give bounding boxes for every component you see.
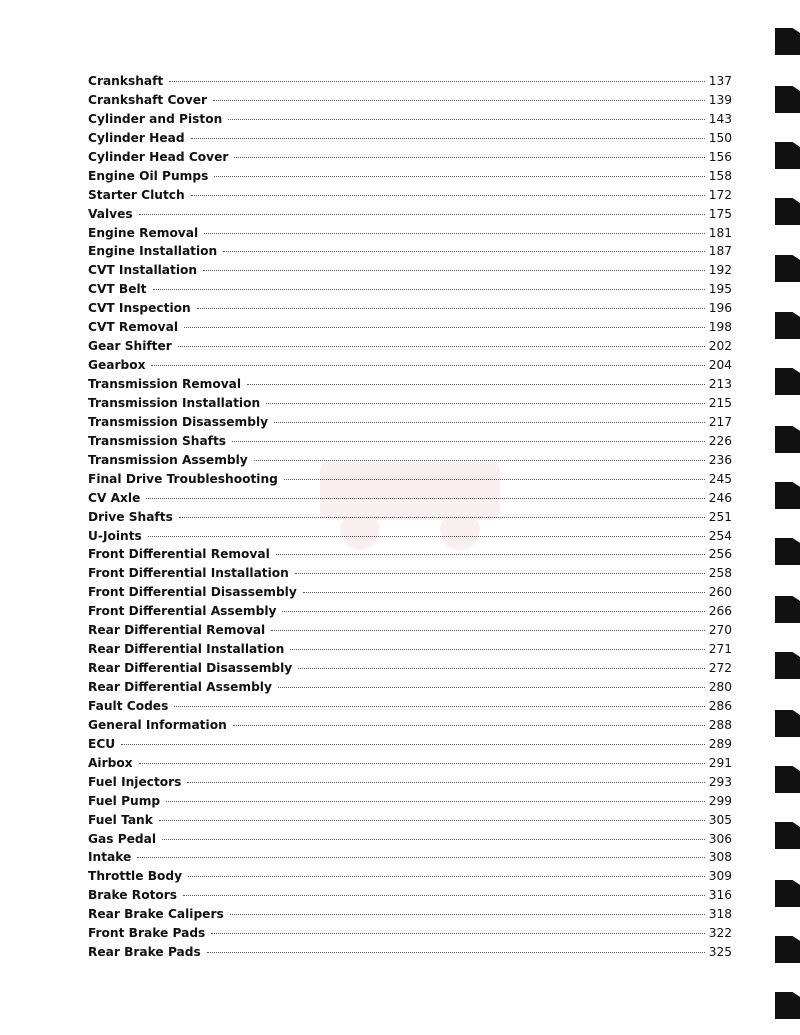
toc-entry-title: General Information [88,717,227,732]
toc-entry-page-number: 158 [708,168,732,183]
toc-entry-title: Brake Rotors [88,888,178,903]
toc-entry[interactable] [88,110,732,129]
toc-entry-page-number: 318 [708,907,732,922]
toc-entry-title: Fuel Tank [88,812,153,827]
toc-entry-page-number: 280 [708,680,732,694]
dot-leader [166,801,705,802]
toc-entry-title: Drive Shafts [88,509,173,524]
toc-entry[interactable] [88,564,732,583]
toc-entry-title: Transmission Assembly [88,452,248,467]
toc-entry[interactable] [88,754,732,773]
section-tab [775,652,800,679]
toc-entry-title: U-Joints [88,528,142,543]
toc-entry[interactable] [88,640,732,659]
toc-entry-title: Valves [88,206,133,221]
section-tab [775,86,800,113]
section-index-tabs [775,0,800,1035]
toc-entry[interactable] [88,413,732,432]
section-tab [775,992,800,1019]
dot-leader [247,384,705,385]
dot-leader [179,517,705,518]
toc-entry-title: CV Axle [88,490,141,505]
toc-entry-page-number: 143 [708,111,732,126]
section-tab [775,28,800,55]
dot-leader [228,119,704,120]
dot-leader [278,687,705,688]
toc-entry-title: Cylinder Head [88,130,185,145]
toc-entry[interactable] [88,508,732,527]
dot-leader [203,270,705,271]
toc-entry[interactable] [88,621,732,640]
toc-entry-page-number: 196 [708,301,732,316]
toc-entry[interactable] [88,167,732,186]
dot-leader [178,346,705,347]
dot-leader [266,403,705,404]
toc-entry-page-number: 172 [708,187,732,202]
dot-leader [187,782,704,783]
dot-leader [139,214,705,215]
dot-leader [169,81,704,82]
dot-leader [211,933,704,934]
toc-entry[interactable] [88,811,732,830]
toc-entry-page-number: 251 [708,509,732,524]
toc-entry-title: Throttle Body [88,869,183,884]
dot-leader [188,876,705,877]
toc-entry-title: Starter Clutch [88,187,185,202]
toc-entry[interactable] [88,735,732,754]
toc-entry[interactable] [88,678,732,697]
toc-entry-title: Engine Removal [88,225,199,240]
toc-entry[interactable] [88,432,732,451]
toc-entry-page-number: 272 [708,661,732,676]
dot-leader [274,422,705,423]
toc-entry[interactable] [88,337,732,356]
section-tab [775,142,800,169]
dot-leader [234,157,704,158]
section-tab [775,426,800,453]
toc-entry[interactable] [88,451,732,470]
toc-entry-title: Cylinder Head Cover [88,149,229,164]
toc-entry[interactable] [88,242,732,261]
toc-entry-title: CVT Removal [88,320,179,335]
toc-entry-page-number: 217 [708,414,732,429]
dot-leader [298,668,704,669]
toc-entry-title: Front Differential Assembly [88,604,277,619]
toc-entry[interactable] [88,489,732,508]
toc-entry[interactable] [88,527,732,546]
toc-entry-page-number: 271 [708,642,732,657]
dot-leader [204,233,705,234]
dot-leader [295,573,705,574]
toc-entry[interactable] [88,394,732,413]
dot-leader [284,479,705,480]
toc-entry-title: CVT Belt [88,282,147,297]
dot-leader [162,839,705,840]
toc-entry-page-number: 270 [708,623,732,638]
toc-entry-title: Gear Shifter [88,339,172,354]
toc-entry-title: Intake [88,850,132,865]
toc-entry-title: Crankshaft [88,74,164,88]
toc-entry-title: Transmission Removal [88,377,242,391]
toc-entry-title: Fuel Injectors [88,774,182,789]
toc-entry-page-number: 258 [708,566,732,581]
toc-entry[interactable] [88,205,732,224]
toc-entry-page-number: 291 [708,755,732,770]
toc-entry-title: Transmission Installation [88,395,261,410]
toc-entry-page-number: 305 [708,812,732,827]
toc-entry-page-number: 289 [708,736,732,751]
toc-entry[interactable] [88,792,732,811]
toc-entry-page-number: 260 [708,585,732,600]
dot-leader [184,327,705,328]
toc-entry-page-number: 256 [708,547,732,562]
toc-entry[interactable] [88,848,732,867]
toc-entry-page-number: 306 [708,831,732,846]
toc-entry-page-number: 299 [708,793,732,808]
dot-leader [233,725,705,726]
toc-entry-page-number: 286 [708,698,732,713]
section-tab [775,936,800,963]
toc-entry[interactable] [88,602,732,621]
toc-entry[interactable] [88,186,732,205]
toc-entry-title: Transmission Shafts [88,433,227,448]
toc-entry-page-number: 245 [708,471,732,486]
section-tab [775,880,800,907]
toc-entry-title: Front Differential Removal [88,547,270,562]
dot-leader [191,195,705,196]
toc-entry[interactable] [88,318,732,337]
toc-entry-page-number: 202 [708,339,732,354]
dot-leader [276,554,705,555]
section-tab [775,822,800,849]
toc-entry[interactable] [88,261,732,280]
toc-entry-title: Front Differential Installation [88,566,289,581]
dot-leader [137,857,704,858]
toc-entry[interactable] [88,224,732,243]
toc-entry-page-number: 181 [708,225,732,240]
toc-entry-title: Fault Codes [88,698,169,713]
toc-entry-page-number: 204 [708,358,732,373]
section-tab [775,255,800,282]
toc-entry-page-number: 236 [708,452,732,467]
dot-leader [271,630,705,631]
toc-entry-title: Front Brake Pads [88,926,206,941]
dot-leader [214,176,704,177]
toc-entry-page-number: 226 [708,433,732,448]
toc-entry-title: Engine Installation [88,244,218,259]
dot-leader [159,820,705,821]
toc-entry-page-number: 175 [708,206,732,221]
toc-entry-page-number: 309 [708,869,732,884]
toc-entry-title: Rear Differential Installation [88,642,285,657]
toc-entry-page-number: 325 [708,945,732,960]
toc-entry-page-number: 322 [708,926,732,941]
toc-entry-page-number: 195 [708,282,732,297]
section-tab [775,482,800,509]
section-tab [775,198,800,225]
toc-entry-page-number: 246 [708,490,732,505]
section-tab [775,766,800,793]
toc-entry-page-number: 187 [708,244,732,259]
dot-leader [139,763,705,764]
toc-entry-page-number: 137 [708,74,732,88]
toc-entry[interactable] [88,375,732,394]
toc-entry[interactable] [88,886,732,905]
dot-leader [290,649,704,650]
toc-entry[interactable] [88,129,732,148]
dot-leader [174,706,704,707]
dot-leader [254,460,705,461]
toc-entry-title: Fuel Pump [88,793,161,808]
toc-entry-title: Rear Brake Pads [88,945,201,960]
toc-entry[interactable] [88,867,732,886]
toc-entry-title: Cylinder and Piston [88,111,223,126]
toc-entry-title: Rear Differential Disassembly [88,661,293,676]
toc-entry-page-number: 254 [708,528,732,543]
dot-leader [121,744,705,745]
dot-leader [191,138,705,139]
section-tab [775,596,800,623]
toc-entry-title: Rear Differential Removal [88,623,266,638]
toc-entry-title: Engine Oil Pumps [88,168,209,183]
section-tab [775,710,800,737]
toc-entry-title: Transmission Disassembly [88,414,269,429]
toc-entry-page-number: 288 [708,717,732,732]
toc-entry[interactable] [88,659,732,678]
toc-entry-title: Rear Brake Calipers [88,907,224,922]
toc-entry[interactable] [88,924,732,943]
toc-entry-page-number: 316 [708,888,732,903]
toc-entry[interactable] [88,72,732,91]
toc-entry[interactable] [88,905,732,924]
toc-entry[interactable] [88,697,732,716]
dot-leader [183,895,705,896]
toc-entry-page-number: 198 [708,320,732,335]
section-tab [775,538,800,565]
toc-entry[interactable] [88,583,732,602]
toc-entry[interactable] [88,148,732,167]
toc-entry[interactable] [88,773,732,792]
toc-entry[interactable] [88,943,732,962]
toc-entry-title: Rear Differential Assembly [88,680,272,694]
toc-entry[interactable] [88,280,732,299]
dot-leader [223,251,704,252]
toc-entry-title: Crankshaft Cover [88,92,208,107]
toc-entry-page-number: 213 [708,377,732,391]
toc-entry-title: Airbox [88,755,133,770]
dot-leader [207,952,705,953]
toc-entry-page-number: 192 [708,263,732,278]
section-tab [775,368,800,395]
toc-entry[interactable] [88,299,732,318]
toc-entry-page-number: 308 [708,850,732,865]
dot-leader [148,536,705,537]
toc-entry-title: Gearbox [88,358,146,373]
toc-entry-page-number: 150 [708,130,732,145]
dot-leader [151,365,704,366]
dot-leader [146,498,704,499]
toc-entry[interactable] [88,830,732,849]
toc-entry-page-number: 139 [708,92,732,107]
toc-entry-page-number: 215 [708,395,732,410]
dot-leader [232,441,705,442]
toc-entry[interactable] [88,716,732,735]
toc-entry-title: Front Differential Disassembly [88,585,297,600]
dot-leader [230,914,705,915]
toc-entry-title: CVT Installation [88,263,198,278]
toc-entry[interactable] [88,356,732,375]
toc-entry[interactable] [88,545,732,564]
dot-leader [153,289,705,290]
toc-entry-title: Final Drive Troubleshooting [88,471,278,486]
toc-entry[interactable] [88,470,732,489]
dot-leader [197,308,705,309]
toc-entry-title: ECU [88,736,116,751]
toc-entry-page-number: 156 [708,149,732,164]
toc-entry-page-number: 293 [708,774,732,789]
dot-leader [303,592,705,593]
toc-entry-title: Gas Pedal [88,831,157,846]
dot-leader [213,100,705,101]
toc-entry-page-number: 266 [708,604,732,619]
table-of-contents [88,72,732,962]
dot-leader [282,611,704,612]
toc-entry-title: CVT Inspection [88,301,191,316]
section-tab [775,312,800,339]
toc-entry[interactable] [88,91,732,110]
